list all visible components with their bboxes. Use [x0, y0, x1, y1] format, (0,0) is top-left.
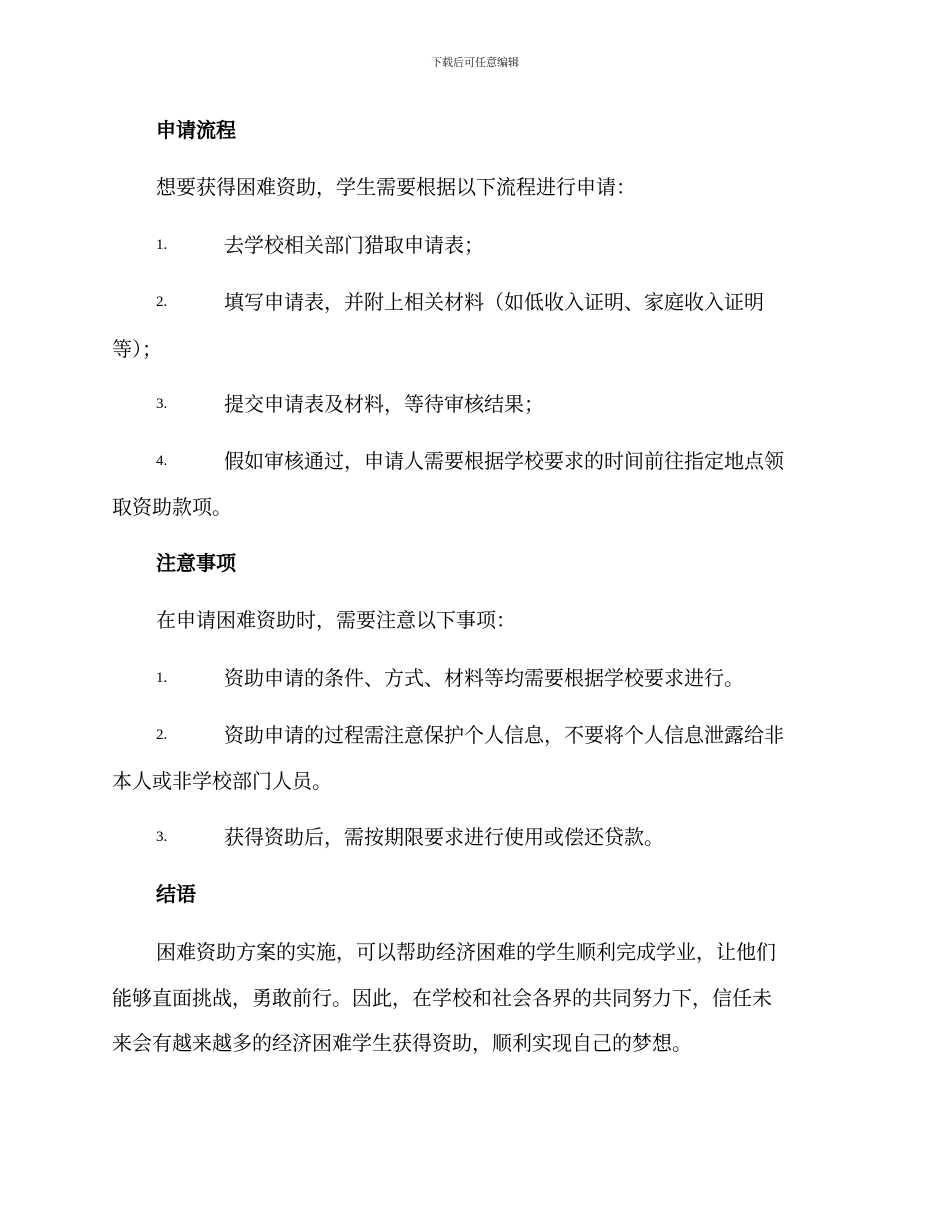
section-intro: 在申请困难资助时，需要注意以下事项：: [156, 608, 516, 632]
list-item-text: 资助申请的条件、方式、材料等均需要根据学校要求进行。: [224, 666, 744, 690]
list-item-number: 1.: [156, 670, 168, 686]
section-intro: 想要获得困难资助，学生需要根据以下流程进行申请：: [156, 175, 636, 199]
list-item-text: 假如审核通过，申请人需要根据学校要求的时间前往指定地点领: [224, 449, 784, 473]
page-header: 下载后可任意编辑: [431, 56, 519, 69]
conclusion-line: 能够直面挑战，勇敢前行。因此，在学校和社会各界的共同努力下，信任未: [112, 986, 772, 1010]
list-item-number: 2.: [156, 727, 168, 743]
list-item-number: 4.: [156, 453, 168, 469]
list-item-number: 3.: [156, 829, 168, 845]
list-item-text: 资助申请的过程需注意保护个人信息，不要将个人信息泄露给非: [224, 723, 784, 747]
conclusion-line: 来会有越来越多的经济困难学生获得资助，顺利实现自己的梦想。: [112, 1031, 692, 1055]
list-item-number: 3.: [156, 396, 168, 412]
list-item-text: 提交申请表及材料，等待审核结果；: [224, 392, 544, 416]
list-item-text-continued: 等）；: [112, 337, 162, 361]
list-item-text-continued: 取资助款项。: [112, 495, 232, 519]
list-item-text-continued: 本人或非学校部门人员。: [112, 769, 332, 793]
list-item-text: 去学校相关部门猎取申请表；: [224, 233, 484, 257]
section-heading-notes: 注意事项: [156, 551, 236, 575]
section-heading-application-process: 申请流程: [156, 118, 236, 142]
list-item-number: 1.: [156, 237, 168, 253]
list-item-text: 获得资助后，需按期限要求进行使用或偿还贷款。: [224, 825, 664, 849]
section-heading-conclusion: 结语: [156, 882, 196, 906]
list-item-text: 填写申请表，并附上相关材料（如低收入证明、家庭收入证明: [224, 290, 764, 314]
list-item-number: 2.: [156, 294, 168, 310]
conclusion-line: 困难资助方案的实施，可以帮助经济困难的学生顺利完成学业，让他们: [156, 940, 776, 964]
